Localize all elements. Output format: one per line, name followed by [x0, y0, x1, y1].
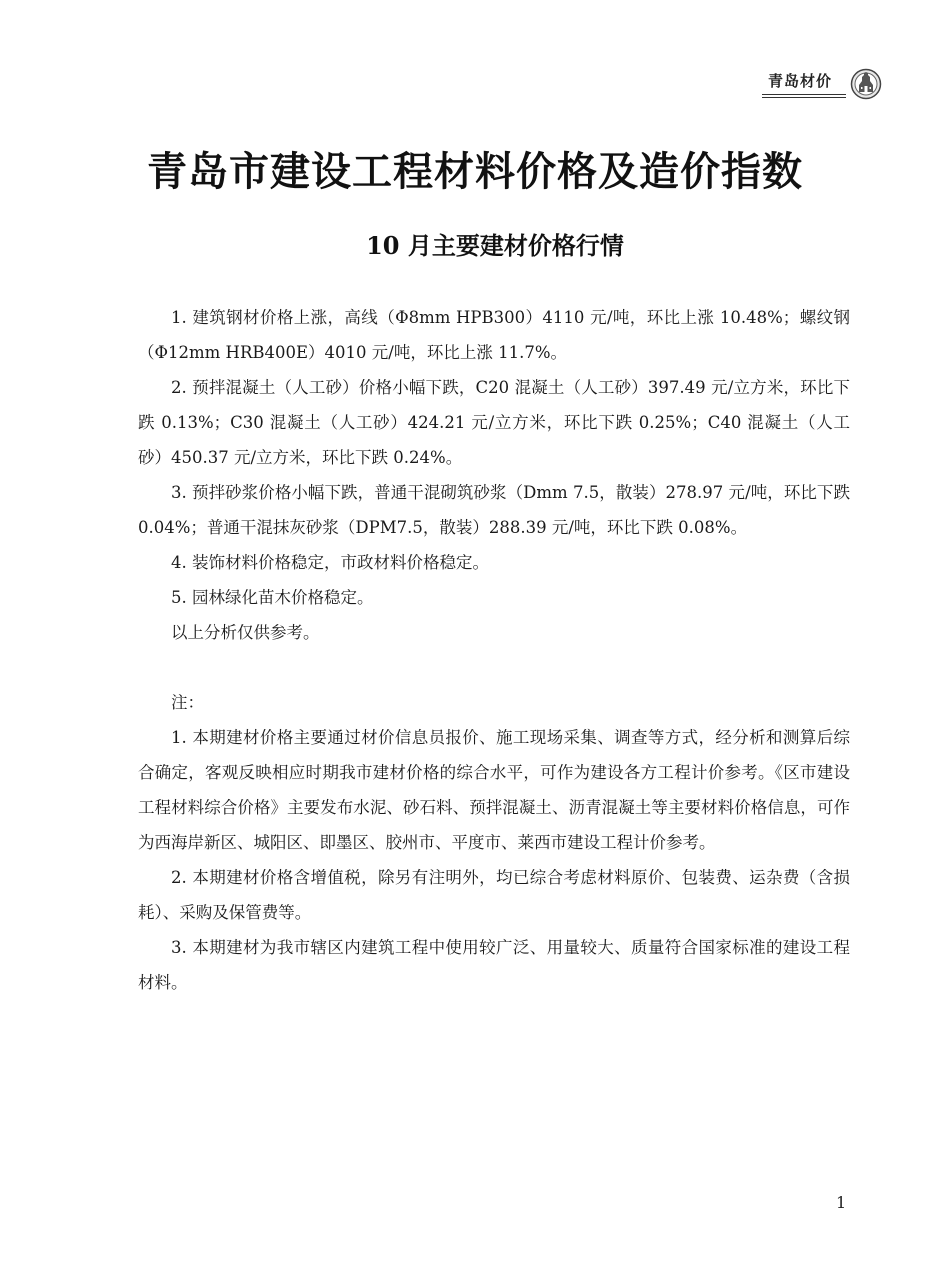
analysis-paragraph: 4. 装饰材料价格稳定，市政材料价格稳定。 — [171, 553, 489, 572]
seal-emblem-icon — [850, 68, 882, 100]
notes-label: 注： — [171, 693, 204, 712]
analysis-paragraph: 3. 预拌砂浆价格小幅下跌，普通干混砌筑砂浆（Dmm 7.5，散装）278.97 元/吨，环比下跌 0.04%；普通干混抹灰砂浆（DPM7.5，散装）288.39 元/吨，环比下跌 0.08%。 — [138, 483, 850, 537]
page-number: 1 — [836, 1193, 847, 1212]
note-paragraph: 1. 本期建材价格主要通过材价信息员报价、施工现场采集、调查等方式，经分析和测算后综合确定，客观反映相应时期我市建材价格的综合水平，可作为建设各方工程计价参考。《区市建设工程材料综合价格》主要发布水泥、砂石料、预拌混凝土、沥青混凝土等主要材料价格信息，可作为西海岸新区、城阳区、即墨区、胶州市、平度市、莱西市建设工程计价参考。 — [138, 728, 850, 852]
header-brand — [760, 66, 882, 104]
note-paragraph: 2. 本期建材价格含增值税，除另有注明外，均已综合考虑材料原价、包装费、运杂费（含损耗）、采购及保管费等。 — [138, 868, 850, 922]
article-body — [138, 300, 850, 1000]
brand-title: 青岛材价 — [768, 72, 833, 90]
analysis-disclaimer: 以上分析仅供参考。 — [171, 623, 320, 642]
analysis-paragraph: 1. 建筑钢材价格上涨，高线（Φ8mm HPB300）4110 元/吨，环比上涨 10.48%；螺纹钢（Φ12mm HRB400E）4010 元/吨，环比上涨 11.7%。 — [138, 308, 850, 362]
page-title: 青岛市建设工程材料价格及造价指数 — [147, 149, 803, 195]
note-paragraph: 3. 本期建材为我市辖区内建筑工程中使用较广泛、用量较大、质量符合国家标准的建设工程材料。 — [138, 938, 850, 992]
page-subtitle: 10 月主要建材价格行情 — [366, 231, 624, 260]
analysis-paragraph: 5. 园林绿化苗木价格稳定。 — [171, 588, 374, 607]
brand-underline — [762, 94, 846, 95]
brand-underline-secondary — [762, 97, 846, 98]
analysis-paragraph: 2. 预拌混凝土（人工砂）价格小幅下跌，C20 混凝土（人工砂）397.49 元/立方米，环比下跌 0.13%；C30 混凝土（人工砂）424.21 元/立方米，环比下跌 0.25%；C40 混凝土（人工砂）450.37 元/立方米，环比下跌 0.24%。 — [138, 378, 850, 467]
